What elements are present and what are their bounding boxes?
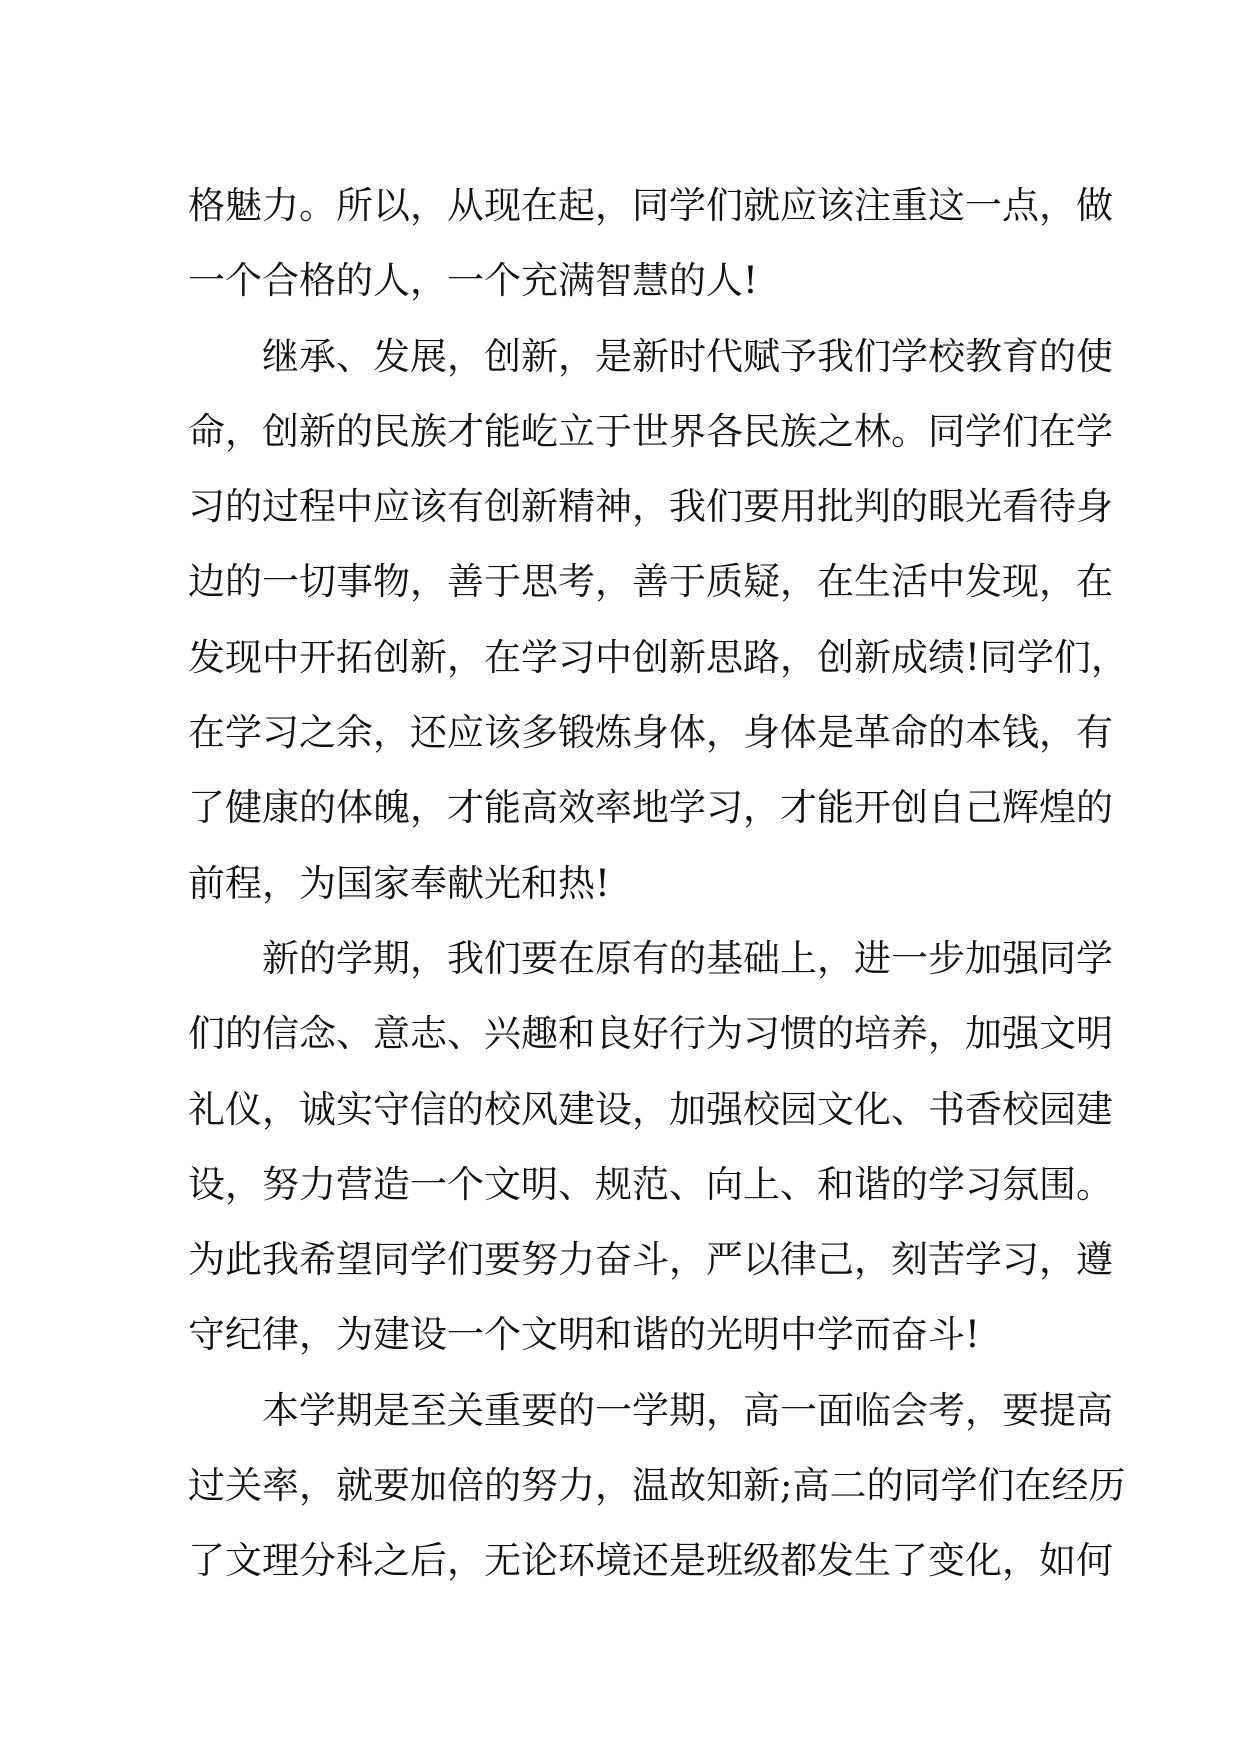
text-line: 格魅力。所以，从现在起，同学们就应该注重这一点，做 — [188, 184, 1113, 227]
text-line: 了文理分科之后，无论环境还是班级都发生了变化，如何 — [188, 1539, 1113, 1583]
text-line: 边的一切事物，善于思考，善于质疑，在生活中发现，在 — [188, 560, 1113, 604]
text-line: 守纪律，为建设一个文明和谐的光明中学而奋斗! — [188, 1313, 980, 1357]
text-line: 习的过程中应该有创新精神，我们要用批判的眼光看待身 — [188, 485, 1113, 529]
text-line: 发现中开拓创新，在学习中创新思路，创新成绩!同学们， — [188, 635, 1128, 679]
paragraph-first-line: 新的学期，我们要在原有的基础上，进一步加强同学 — [262, 936, 1113, 980]
text-line: 前程，为国家奉献光和热! — [188, 861, 610, 905]
body-text — [188, 168, 1128, 1599]
paragraph-first-line: 本学期是至关重要的一学期，高一面临会考，要提高 — [262, 1388, 1113, 1432]
text-line: 了健康的体魄，才能高效率地学习，才能开创自己辉煌的 — [188, 786, 1113, 830]
text-line: 过关率，就要加倍的努力，温故知新;高二的同学们在经历 — [188, 1464, 1126, 1508]
text-line: 设，努力营造一个文明、规范、向上、和谐的学习氛围。 — [188, 1162, 1113, 1206]
text-line: 一个合格的人，一个充满智慧的人! — [188, 259, 758, 303]
text-line: 在学习之余，还应该多锻炼身体，身体是革命的本钱，有 — [188, 711, 1113, 755]
text-line: 礼仪，诚实守信的校风建设，加强校园文化、书香校园建 — [188, 1087, 1113, 1131]
text-line: 们的信念、意志、兴趣和良好行为习惯的培养，加强文明 — [188, 1012, 1113, 1056]
text-line: 为此我希望同学们要努力奋斗，严以律己，刻苦学习，遵 — [188, 1238, 1113, 1282]
text-line: 命，创新的民族才能屹立于世界各民族之林。同学们在学 — [188, 409, 1113, 453]
paragraph-first-line: 继承、发展，创新，是新时代赋予我们学校教育的使 — [262, 334, 1113, 378]
